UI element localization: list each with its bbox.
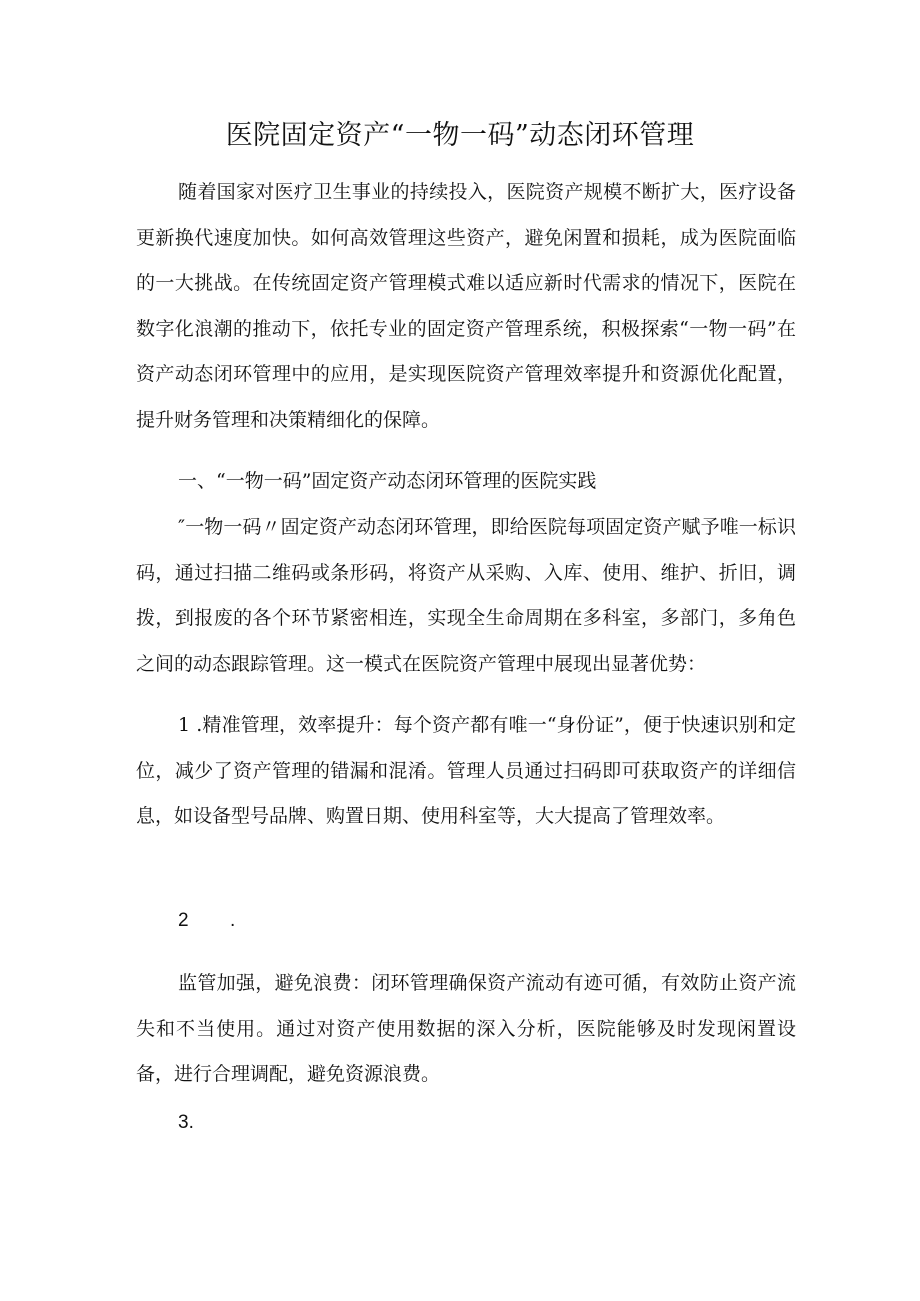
section-body-paragraph: ″一物一码〃固定资产动态闭环管理，即给医院每项固定资产赋予唯一标识码，通过扫描二维码或条形码，将资产从采购、入库、使用、维护、折旧，调拨，到报废的各个环节紧密相连，实现全生命周期在多科室，多部门，多角色之间的动态跟踪管理。这一模式在医院资产管理中展现出显著优势：: [136, 516, 796, 675]
document-title: 医院固定资产“一物一码”动态闭环管理: [225, 120, 695, 151]
list-item-2-dot: .: [230, 910, 236, 931]
list-item-2: 监管加强，避免浪费：闭环管理确保资产流动有迹可循，有效防止资产流失和不当使用。通过对资产使用数据的深入分析，医院能够及时发现闲置设备，进行合理调配，避免资源浪费。: [136, 972, 796, 1085]
list-item-3-number: 3.: [178, 1112, 194, 1133]
intro-paragraph: 随着国家对医疗卫生事业的持续投入，医院资产规模不断扩大，医疗设备更新换代速度加快。如何高效管理这些资产，避免闲置和损耗，成为医院面临的一大挑战。在传统固定资产管理模式难以适应新时代需求的情况下，医院在数字化浪潮的推动下，依托专业的固定资产管理系统，积极探索“一物一码”在资产动态闭环管理中的应用，是实现医院资产管理效率提升和资源优化配置，提升财务管理和决策精细化的保障。: [136, 181, 796, 431]
list-item-2-number: 2: [178, 910, 189, 931]
section-heading: 一、“一物一码”固定资产动态闭环管理的医院实践: [178, 470, 597, 492]
list-item-1: 1 .精准管理，效率提升：每个资产都有唯一“身份证”，便于快速识别和定位，减少了资产管理的错漏和混淆。管理人员通过扫码即可获取资产的详细信息，如设备型号品牌、购置日期、使用科室等，大大提高了管理效率。: [136, 714, 796, 827]
